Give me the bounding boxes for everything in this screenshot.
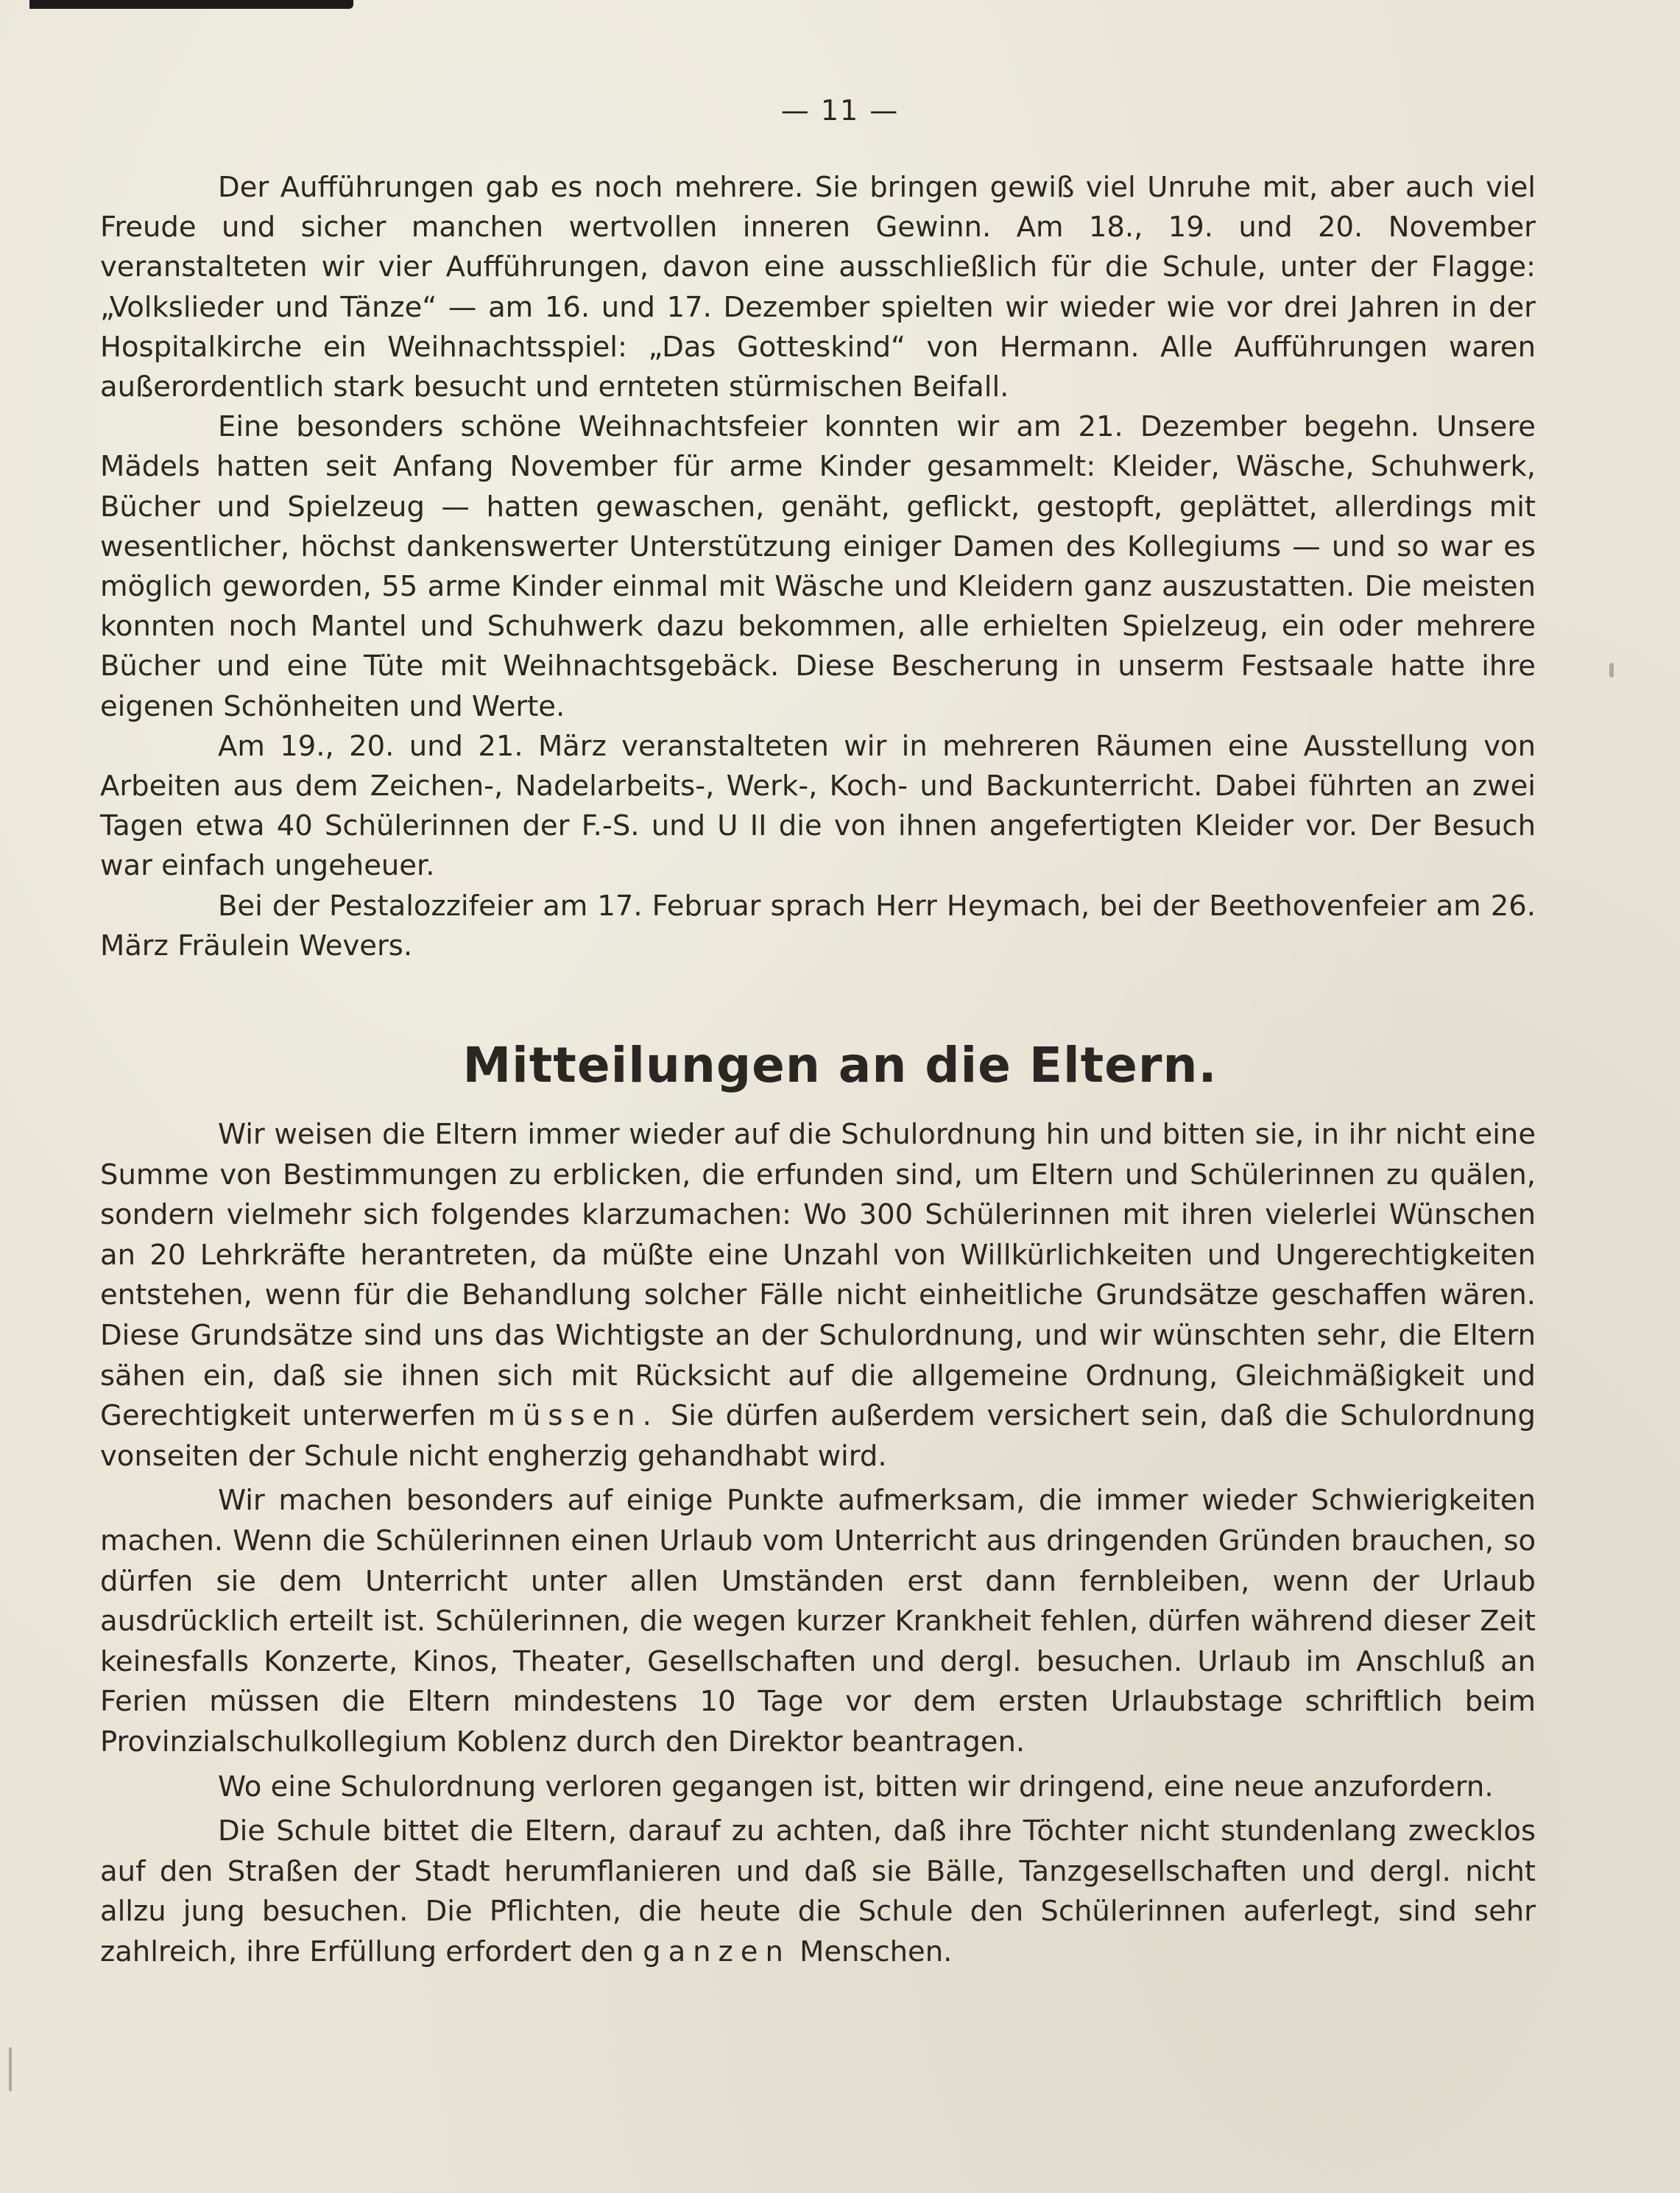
parents-notice-section bbox=[100, 1115, 1536, 1976]
paragraph: Wir machen besonders auf einige Punkte aufmerksam, die immer wieder Schwierigkeiten machen. Wenn die Schülerinnen einen Urlaub vom Unterricht aus dringenden Gründen brauchen, so dürfen sie dem Unterricht unter allen Umständen erst dann fernbleiben, wenn der Urlaub ausdrücklich erteilt ist. Schülerinnen, die wegen kurzer Krankheit fehlen, dürfen während dieser Zeit keinesfalls Konzerte, Kinos, Theater, Gesellschaften und dergl. besuchen. Urlaub im Anschluß an Ferien müssen die Eltern mindestens 10 Tage vor dem ersten Urlaubstage schriftlich beim Provinzialschulkollegium Koblenz durch den Direktor beantragen. bbox=[100, 1484, 1536, 1759]
emphasized-word: ganzen bbox=[643, 1935, 791, 1968]
paragraph: Bei der Pestalozzifeier am 17. Februar sprach Herr Heymach, bei der Beethovenfeier am 26. März Fräulein Wevers. bbox=[100, 889, 1536, 962]
paragraph bbox=[100, 1812, 1536, 1972]
paragraph bbox=[100, 1115, 1536, 1476]
paragraph: Wo eine Schulordnung verloren gegangen ist, bitten wir dringend, eine neue anzufordern. bbox=[218, 1770, 1494, 1803]
paper-fleck bbox=[9, 2047, 12, 2091]
section-heading: Mitteilungen an die Eltern. bbox=[462, 1037, 1218, 1094]
paragraph: Eine besonders schöne Weihnachtsfeier konnten wir am 21. Dezember begehn. Unsere Mädels hatten seit Anfang November für arme Kinder gesammelt: Kleider, Wäsche, Schuhwerk, Bücher und Spielzeug — hatten gewaschen, genäht, geflickt, gestopft, geplättet, allerdings mit wesentlicher, höchst dankenswerter Unterstützung einiger Damen des Kollegiums — und so war es möglich geworden, 55 arme Kinder einmal mit Wäsche und Kleidern ganz auszustatten. Die meisten konnten noch Mantel und Schuhwerk dazu bekommen, alle erhielten Spielzeug, ein oder mehrere Bücher und eine Tüte mit Weihnachtsgebäck. Diese Bescherung in unserm Festsaale hatte ihre eigenen Schönheiten und Werte. bbox=[100, 410, 1536, 723]
paragraph-text: Menschen. bbox=[790, 1935, 953, 1968]
paragraph-text: Sie dürfen außerdem versichert sein, daß die Schulordnung vonseiten der Schule nicht engherzig gehandhabt wird. bbox=[100, 1399, 1536, 1473]
paragraph: Am 19., 20. und 21. März veranstalteten wir in mehreren Räumen eine Ausstellung von Arbeiten aus dem Zeichen-, Nadelarbeits-, Werk-, Koch- und Backunterricht. Dabei führten an zwei Tagen etwa 40 Schülerinnen der F.-S. und U II die von ihnen angefertigten Kleider vor. Der Besuch war einfach ungeheuer. bbox=[100, 729, 1536, 883]
paper-fleck bbox=[1609, 663, 1614, 677]
scan-edge-mark bbox=[29, 0, 353, 9]
paragraph: Der Aufführungen gab es noch mehrere. Sie bringen gewiß viel Unruhe mit, aber auch viel Freude und sicher manchen wertvollen inneren Gewinn. Am 18., 19. und 20. November veranstalteten wir vier Aufführungen, davon eine ausschließlich für die Schule, unter der Flagge: „Volkslieder und Tänze“ — am 16. und 17. Dezember spielten wir wieder wie vor drei Jahren in der Hospitalkirche ein Weihnachtsspiel: „Das Gotteskind“ von Hermann. Alle Aufführungen waren außerordentlich stark besucht und ernteten stürmischen Beifall. bbox=[100, 171, 1536, 404]
paragraph-text: Wir weisen die Eltern immer wieder auf die Schulordnung hin und bitten sie, in ihr nicht eine Summe von Bestimmungen zu erblicken, die erfunden sind, um Eltern und Schülerinnen zu quälen, sondern vielmehr sich folgendes klarzumachen: Wo 300 Schülerinnen mit ihren vielerlei Wünschen an 20 Lehrkräfte herantreten, da müßte eine Unzahl von Willkürlichkeiten und Ungerechtigkeiten entstehen, wenn für die Behandlung solcher Fälle nicht einheitliche Grundsätze geschaffen wären. Diese Grundsätze sind uns das Wichtigste an der Schulordnung, und wir wünschten sehr, die Eltern sähen ein, daß sie ihnen sich mit Rücksicht auf die allgemeine Ordnung, Gleichmäßigkeit und Gerechtigkeit unterwerfen bbox=[100, 1118, 1536, 1433]
report-section bbox=[100, 168, 1536, 966]
emphasized-word: müssen. bbox=[487, 1399, 659, 1433]
page-number: — 11 — bbox=[780, 94, 900, 127]
paragraph-text: Die Schule bittet die Eltern, darauf zu achten, daß ihre Töchter nicht stundenlang zwecklos auf den Straßen der Stadt herumflanieren und daß sie Bälle, Tanzgesellschaften und dergl. nicht allzu jung besuchen. Die Pflichten, die heute die Schule den Schülerinnen auferlegt, sind sehr zahlreich, ihre Erfüllung erfordert den bbox=[100, 1814, 1536, 1968]
